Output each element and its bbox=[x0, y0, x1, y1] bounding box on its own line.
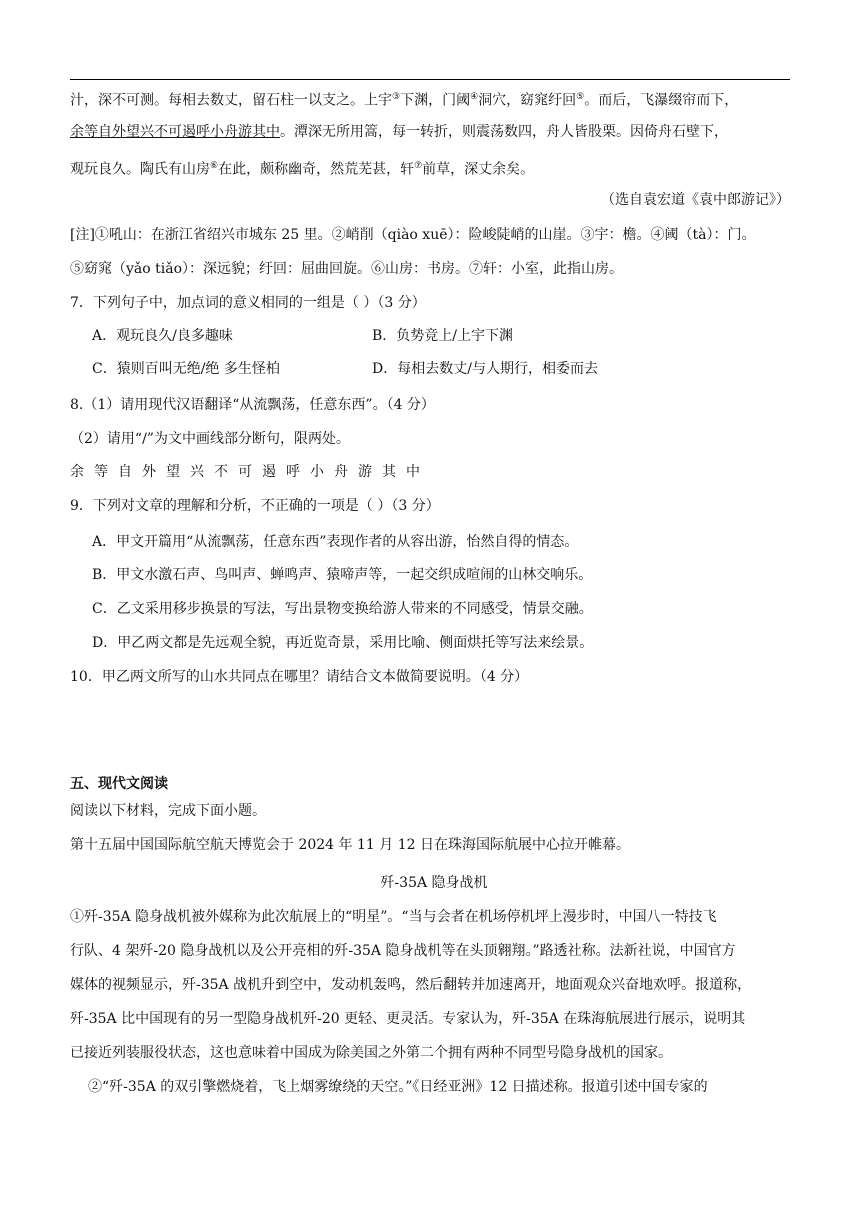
article-title: 歼-35A 隐身战机 bbox=[380, 875, 488, 891]
section5-instruction: 阅读以下材料，完成下面小题。 bbox=[70, 803, 266, 819]
passage-source: （选自袁宏道《袁中郎游记》） bbox=[601, 192, 790, 208]
q7-option-a: A．观玩良久/良多趣味 bbox=[92, 328, 233, 344]
q7-option-b: B．负势竞上/上宇下渊 bbox=[372, 328, 514, 344]
underlined-sentence: 余等自外望兴不可遏呼小舟游其中 bbox=[70, 124, 280, 140]
article-p1-line-2: 行队、4 架歼-20 隐身战机以及公开亮相的歼-35A 隐身战机等在头顶翱翔。”路透社称。法新社说，中国官方 bbox=[70, 943, 736, 959]
notes-line-2: ⑤窈窕（yǎo tiǎo）：深远貌；纡回：屈曲回旋。⑥山房：书房。⑦轩：小室，此指山房。 bbox=[70, 261, 624, 277]
article-p1-line-5: 已接近列装服役状态，这也意味着中国成为除美国之外第二个拥有两种不同型号隐身战机的国家。 bbox=[70, 1045, 672, 1061]
section5-heading: 五、现代文阅读 bbox=[70, 776, 168, 792]
article-p1-line-1: ①歼-35A 隐身战机被外媒称为此次航展上的“明星”。“当与会者在机场停机坪上漫步时，中国八一特技飞 bbox=[70, 909, 717, 925]
article-p2-line-1: ②“歼-35A 的双引擎燃烧着，飞上烟雾缭绕的天空。”《日经亚洲》12 日描述称。报道引述中国专家的 bbox=[88, 1079, 708, 1095]
q9-option-a: A．甲文开篇用“从流飘荡，任意东西”表现作者的从容出游，怡然自得的情态。 bbox=[92, 534, 579, 550]
q7-stem: 7．下列句子中，加点词的意义相同的一组是（ ）（3 分） bbox=[70, 295, 426, 311]
q8-part2: （2）请用“/”为文中画线部分断句，限两处。 bbox=[70, 431, 350, 447]
q7-option-d: D．每相去数丈/与人期行，相委而去 bbox=[372, 361, 598, 377]
q10-stem: 10．甲乙两文所写的山水共同点在哪里？请结合文本做简要说明。（4 分） bbox=[70, 669, 529, 685]
q8-sentence: 余等自外望兴不可遏呼小舟游其中 bbox=[70, 464, 430, 480]
notes-line-1: [注]①吼山：在浙江省绍兴市城东 25 里。②峭削（qiào xuē）：险峻陡峭的山崖。③宇：檐。④阈（tà）：门。 bbox=[70, 227, 756, 243]
passage-line-2: 余等自外望兴不可遏呼小舟游其中。潭深无所用篙，每一转折，则震荡数四，舟人皆股栗。因倚舟石壁下， bbox=[70, 124, 728, 140]
passage-line-1: 汁，深不可测。每相去数丈，留石柱一以支之。上宇③下渊，门阈④洞穴，窈窕纡回⑤。而后，飞瀑缀帘而下， bbox=[70, 92, 739, 109]
q7-option-c: C．猿则百叫无绝/绝 多生怪柏 bbox=[92, 361, 280, 377]
q9-option-b: B．甲文水激石声、鸟叫声、蝉鸣声、猿啼声等，一起交织成喧闹的山林交响乐。 bbox=[92, 567, 593, 583]
q9-stem: 9．下列对文章的理解和分析，不正确的一项是（ ）（3 分） bbox=[70, 498, 440, 514]
q8-part1: 8.（1）请用现代汉语翻译“从流飘荡，任意东西”。（4 分） bbox=[70, 397, 435, 413]
article-p1-line-4: 歼-35A 比中国现有的另一型隐身战机歼-20 更轻、更灵活。专家认为，歼-35A 在珠海航展进行展示，说明其 bbox=[70, 1011, 746, 1027]
q9-option-c: C．乙文采用移步换景的写法，写出景物变换给游人带来的不同感受，情景交融。 bbox=[92, 601, 593, 617]
section5-intro: 第十五届中国国际航空航天博览会于 2024 年 11 月 12 日在珠海国际航展中心拉开帷幕。 bbox=[70, 837, 630, 853]
passage-line-3: 观玩良久。陶氏有山房⑥在此，颇称幽奇，然荒芜甚，轩⑦前草，深丈余矣。 bbox=[70, 161, 535, 178]
q9-option-d: D．甲乙两文都是先远观全貌，再近览奇景，采用比喻、侧面烘托等写法来绘景。 bbox=[92, 635, 594, 651]
top-rule bbox=[70, 79, 790, 80]
article-p1-line-3: 媒体的视频显示，歼-35A 战机升到空中，发动机轰鸣，然后翻转并加速离开，地面观众兴奋地欢呼。报道称， bbox=[70, 977, 752, 993]
